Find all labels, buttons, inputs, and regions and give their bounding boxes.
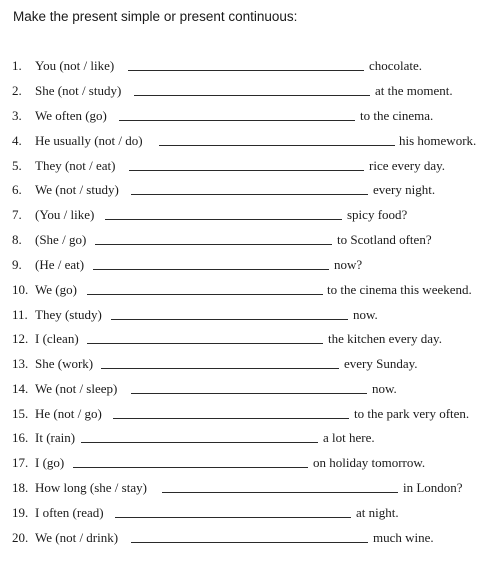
exercise-item-19 <box>0 503 503 523</box>
answer-blank-line[interactable] <box>73 467 308 468</box>
item-ending: the kitchen every day. <box>328 331 442 346</box>
item-number: 6. <box>12 182 22 197</box>
item-prompt: I (go) <box>35 455 65 470</box>
exercise-item-8 <box>0 230 503 250</box>
exercise-instruction: Make the present simple or present continuous: <box>13 9 298 24</box>
item-prompt: (She / go) <box>35 232 87 247</box>
exercise-item-16 <box>0 428 503 448</box>
item-number: 14. <box>12 381 29 396</box>
exercise-item-20 <box>0 528 503 548</box>
exercise-item-9 <box>0 255 503 275</box>
item-prompt: They (study) <box>35 307 102 322</box>
item-ending: in London? <box>403 480 463 495</box>
exercise-item-4 <box>0 131 503 151</box>
answer-blank-line[interactable] <box>119 120 355 121</box>
item-prompt: She (work) <box>35 356 94 371</box>
item-number: 18. <box>12 480 29 495</box>
item-ending: every night. <box>373 182 436 197</box>
exercise-item-2 <box>0 81 503 101</box>
item-prompt: We (not / sleep) <box>35 381 118 396</box>
item-prompt: We often (go) <box>35 108 107 123</box>
answer-blank-line[interactable] <box>111 319 348 320</box>
item-number: 20. <box>12 530 29 545</box>
exercise-item-10 <box>0 280 503 300</box>
item-ending: to the cinema. <box>360 108 434 123</box>
answer-blank-line[interactable] <box>87 294 323 295</box>
item-number: 2. <box>12 83 22 98</box>
exercise-item-15 <box>0 404 503 424</box>
item-number: 1. <box>12 58 22 73</box>
item-ending: on holiday tomorrow. <box>313 455 426 470</box>
answer-blank-line[interactable] <box>134 95 370 96</box>
item-prompt: He usually (not / do) <box>35 133 143 148</box>
item-number: 7. <box>12 207 22 222</box>
item-prompt: (You / like) <box>35 207 95 222</box>
item-ending: at night. <box>356 505 399 520</box>
answer-blank-line[interactable] <box>128 70 364 71</box>
item-number: 11. <box>12 307 28 322</box>
exercise-item-3 <box>0 106 503 126</box>
answer-blank-line[interactable] <box>113 418 349 419</box>
item-prompt: (He / eat) <box>35 257 85 272</box>
answer-blank-line[interactable] <box>129 170 364 171</box>
item-ending: to Scotland often? <box>337 232 432 247</box>
item-ending: spicy food? <box>347 207 408 222</box>
exercise-item-11 <box>0 305 503 325</box>
item-prompt: She (not / study) <box>35 83 122 98</box>
answer-blank-line[interactable] <box>131 393 367 394</box>
item-prompt: I (clean) <box>35 331 79 346</box>
item-ending: now? <box>334 257 363 272</box>
answer-blank-line[interactable] <box>87 343 323 344</box>
item-number: 10. <box>12 282 29 297</box>
exercise-item-5 <box>0 156 503 176</box>
exercise-item-7 <box>0 205 503 225</box>
answer-blank-line[interactable] <box>162 492 398 493</box>
item-ending: to the cinema this weekend. <box>327 282 472 297</box>
answer-blank-line[interactable] <box>159 145 395 146</box>
item-ending: now. <box>353 307 378 322</box>
answer-blank-line[interactable] <box>95 244 332 245</box>
exercise-item-14 <box>0 379 503 399</box>
item-ending: chocolate. <box>369 58 423 73</box>
answer-blank-line[interactable] <box>131 542 368 543</box>
item-ending: his homework. <box>399 133 477 148</box>
item-number: 17. <box>12 455 29 470</box>
item-ending: to the park very often. <box>354 406 470 421</box>
answer-blank-line[interactable] <box>131 194 368 195</box>
item-prompt: He (not / go) <box>35 406 102 421</box>
item-ending: a lot here. <box>323 430 375 445</box>
item-prompt: We (not / drink) <box>35 530 119 545</box>
exercise-item-6 <box>0 180 503 200</box>
item-prompt: You (not / like) <box>35 58 115 73</box>
item-ending: now. <box>372 381 397 396</box>
item-prompt: We (not / study) <box>35 182 119 197</box>
exercise-item-18 <box>0 478 503 498</box>
item-number: 16. <box>12 430 29 445</box>
item-prompt: It (rain) <box>35 430 76 445</box>
item-number: 3. <box>12 108 22 123</box>
exercise-item-17 <box>0 453 503 473</box>
item-ending: much wine. <box>373 530 434 545</box>
item-number: 4. <box>12 133 22 148</box>
item-prompt: We (go) <box>35 282 77 297</box>
answer-blank-line[interactable] <box>101 368 339 369</box>
item-prompt: I often (read) <box>35 505 104 520</box>
item-number: 8. <box>12 232 22 247</box>
item-ending: every Sunday. <box>344 356 418 371</box>
item-number: 5. <box>12 158 22 173</box>
exercise-item-1 <box>0 56 503 76</box>
answer-blank-line[interactable] <box>105 219 342 220</box>
item-ending: at the moment. <box>375 83 453 98</box>
item-number: 15. <box>12 406 29 421</box>
item-prompt: How long (she / stay) <box>35 480 147 495</box>
item-prompt: They (not / eat) <box>35 158 116 173</box>
item-number: 12. <box>12 331 29 346</box>
item-ending: rice every day. <box>369 158 446 173</box>
answer-blank-line[interactable] <box>115 517 351 518</box>
exercise-item-13 <box>0 354 503 374</box>
item-number: 13. <box>12 356 29 371</box>
item-number: 9. <box>12 257 22 272</box>
answer-blank-line[interactable] <box>81 442 318 443</box>
item-number: 19. <box>12 505 29 520</box>
answer-blank-line[interactable] <box>93 269 329 270</box>
exercise-item-12 <box>0 329 503 349</box>
